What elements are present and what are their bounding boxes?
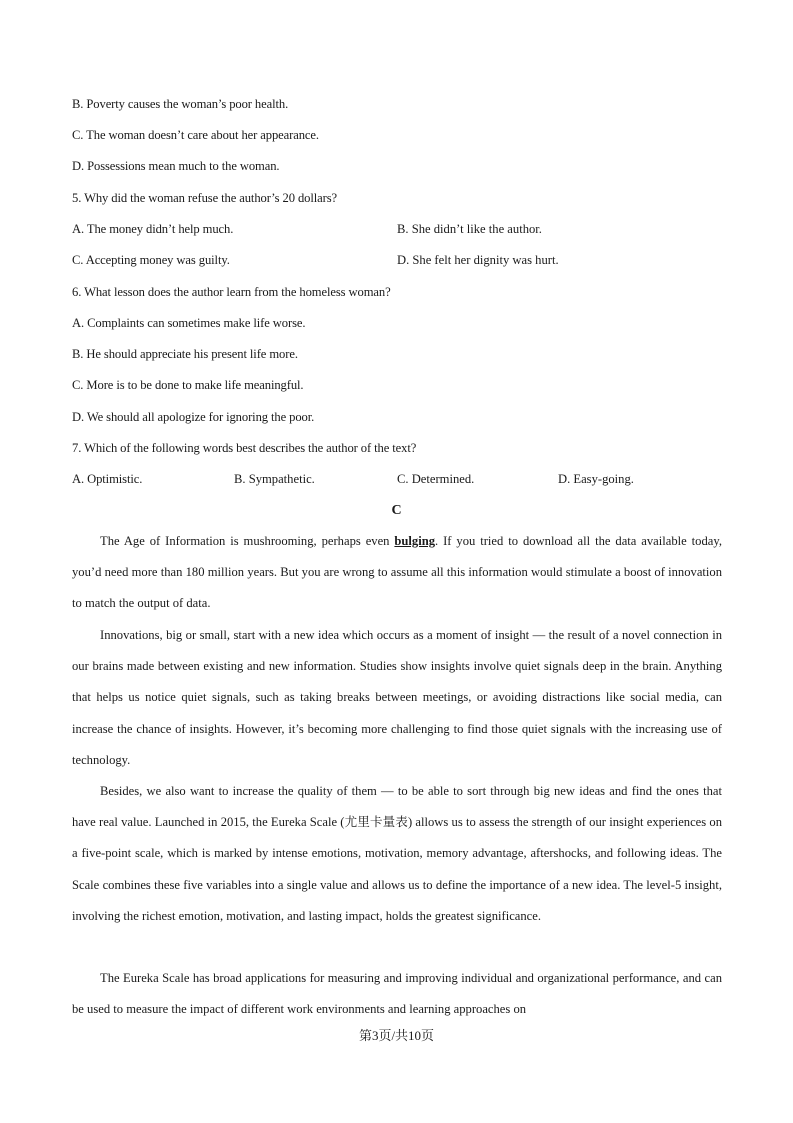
q6-option-d: D. We should all apologize for ignoring the poor. [72, 410, 315, 424]
q7-option-c: C. Determined. [397, 472, 475, 486]
q6-option-c: C. More is to be done to make life meaningful. [72, 378, 304, 392]
q7-option-a: A. Optimistic. [72, 472, 143, 486]
q4-option-d: D. Possessions mean much to the woman. [72, 159, 280, 173]
q5-option-b: B. She didn’t like the author. [397, 222, 542, 236]
q4-option-c: C. The woman doesn’t care about her appearance. [72, 128, 319, 142]
q7-option-d: D. Easy-going. [558, 472, 634, 486]
q5-option-c: C. Accepting money was guilty. [72, 253, 230, 267]
paragraph-3: Besides, we also want to increase the quality of them — to be able to sort through big new ideas and find the ones that have real value. Launched in 2015, the Eureka Scale (尤里卡量表) allows us to assess the strength of our insight experiences on a five-point scale, which is marked by intense emotions, motivation, memory advantage, aftershocks, and following ideas. The Scale combines these five variables into a single value and allows us to define the importance of a new idea. The level-5 insight, involving the richest emotion, motivation, and lasting impact, holds the greatest significance. [72, 784, 722, 923]
q6-question: 6. What lesson does the author learn from the homeless woman? [72, 285, 391, 299]
paragraph-1-end: . If you tried to download all the data available today, you’d need more than 180 million years. But you are wrong to assume all this information would stimulate a boost of innovation to match the output of data. [72, 534, 722, 611]
paragraph-4: The Eureka Scale has broad applications for measuring and improving individual and organizational performance, and can be used to measure the impact of different work environments and learning approaches on [72, 971, 722, 1017]
paragraph-1-start: The Age of Information is mushrooming, perhaps even [100, 534, 395, 548]
section-title: C [391, 503, 402, 518]
q5-option-d: D. She felt her dignity was hurt. [397, 253, 559, 267]
page-footer: 第3页/共10页 [358, 1028, 435, 1043]
q7-option-b: B. Sympathetic. [234, 472, 315, 486]
q5-option-a: A. The money didn’t help much. [72, 222, 234, 236]
q7-question: 7. Which of the following words best describes the author of the text? [72, 441, 417, 455]
q5-question: 5. Why did the woman refuse the author’s 20 dollars? [72, 191, 338, 205]
paragraph-2: Innovations, big or small, start with a new idea which occurs as a moment of insight — the result of a novel connection in our brains made between existing and new information. Studies show insights involve quiet signals deep in the brain. Anything that helps us notice quiet signals, such as taking breaks between meetings, or avoiding distractions like social media, can increase the chance of insights. However, it’s becoming more challenging to find those quiet signals with the increasing use of technology. [72, 628, 722, 767]
keyword-bulging: bulging [394, 534, 436, 548]
q6-option-b: B. He should appreciate his present life more. [72, 347, 298, 361]
q6-option-a: A. Complaints can sometimes make life worse. [72, 316, 306, 330]
paragraph-1 [72, 526, 722, 620]
q4-option-b: B. Poverty causes the woman’s poor health. [72, 97, 289, 111]
